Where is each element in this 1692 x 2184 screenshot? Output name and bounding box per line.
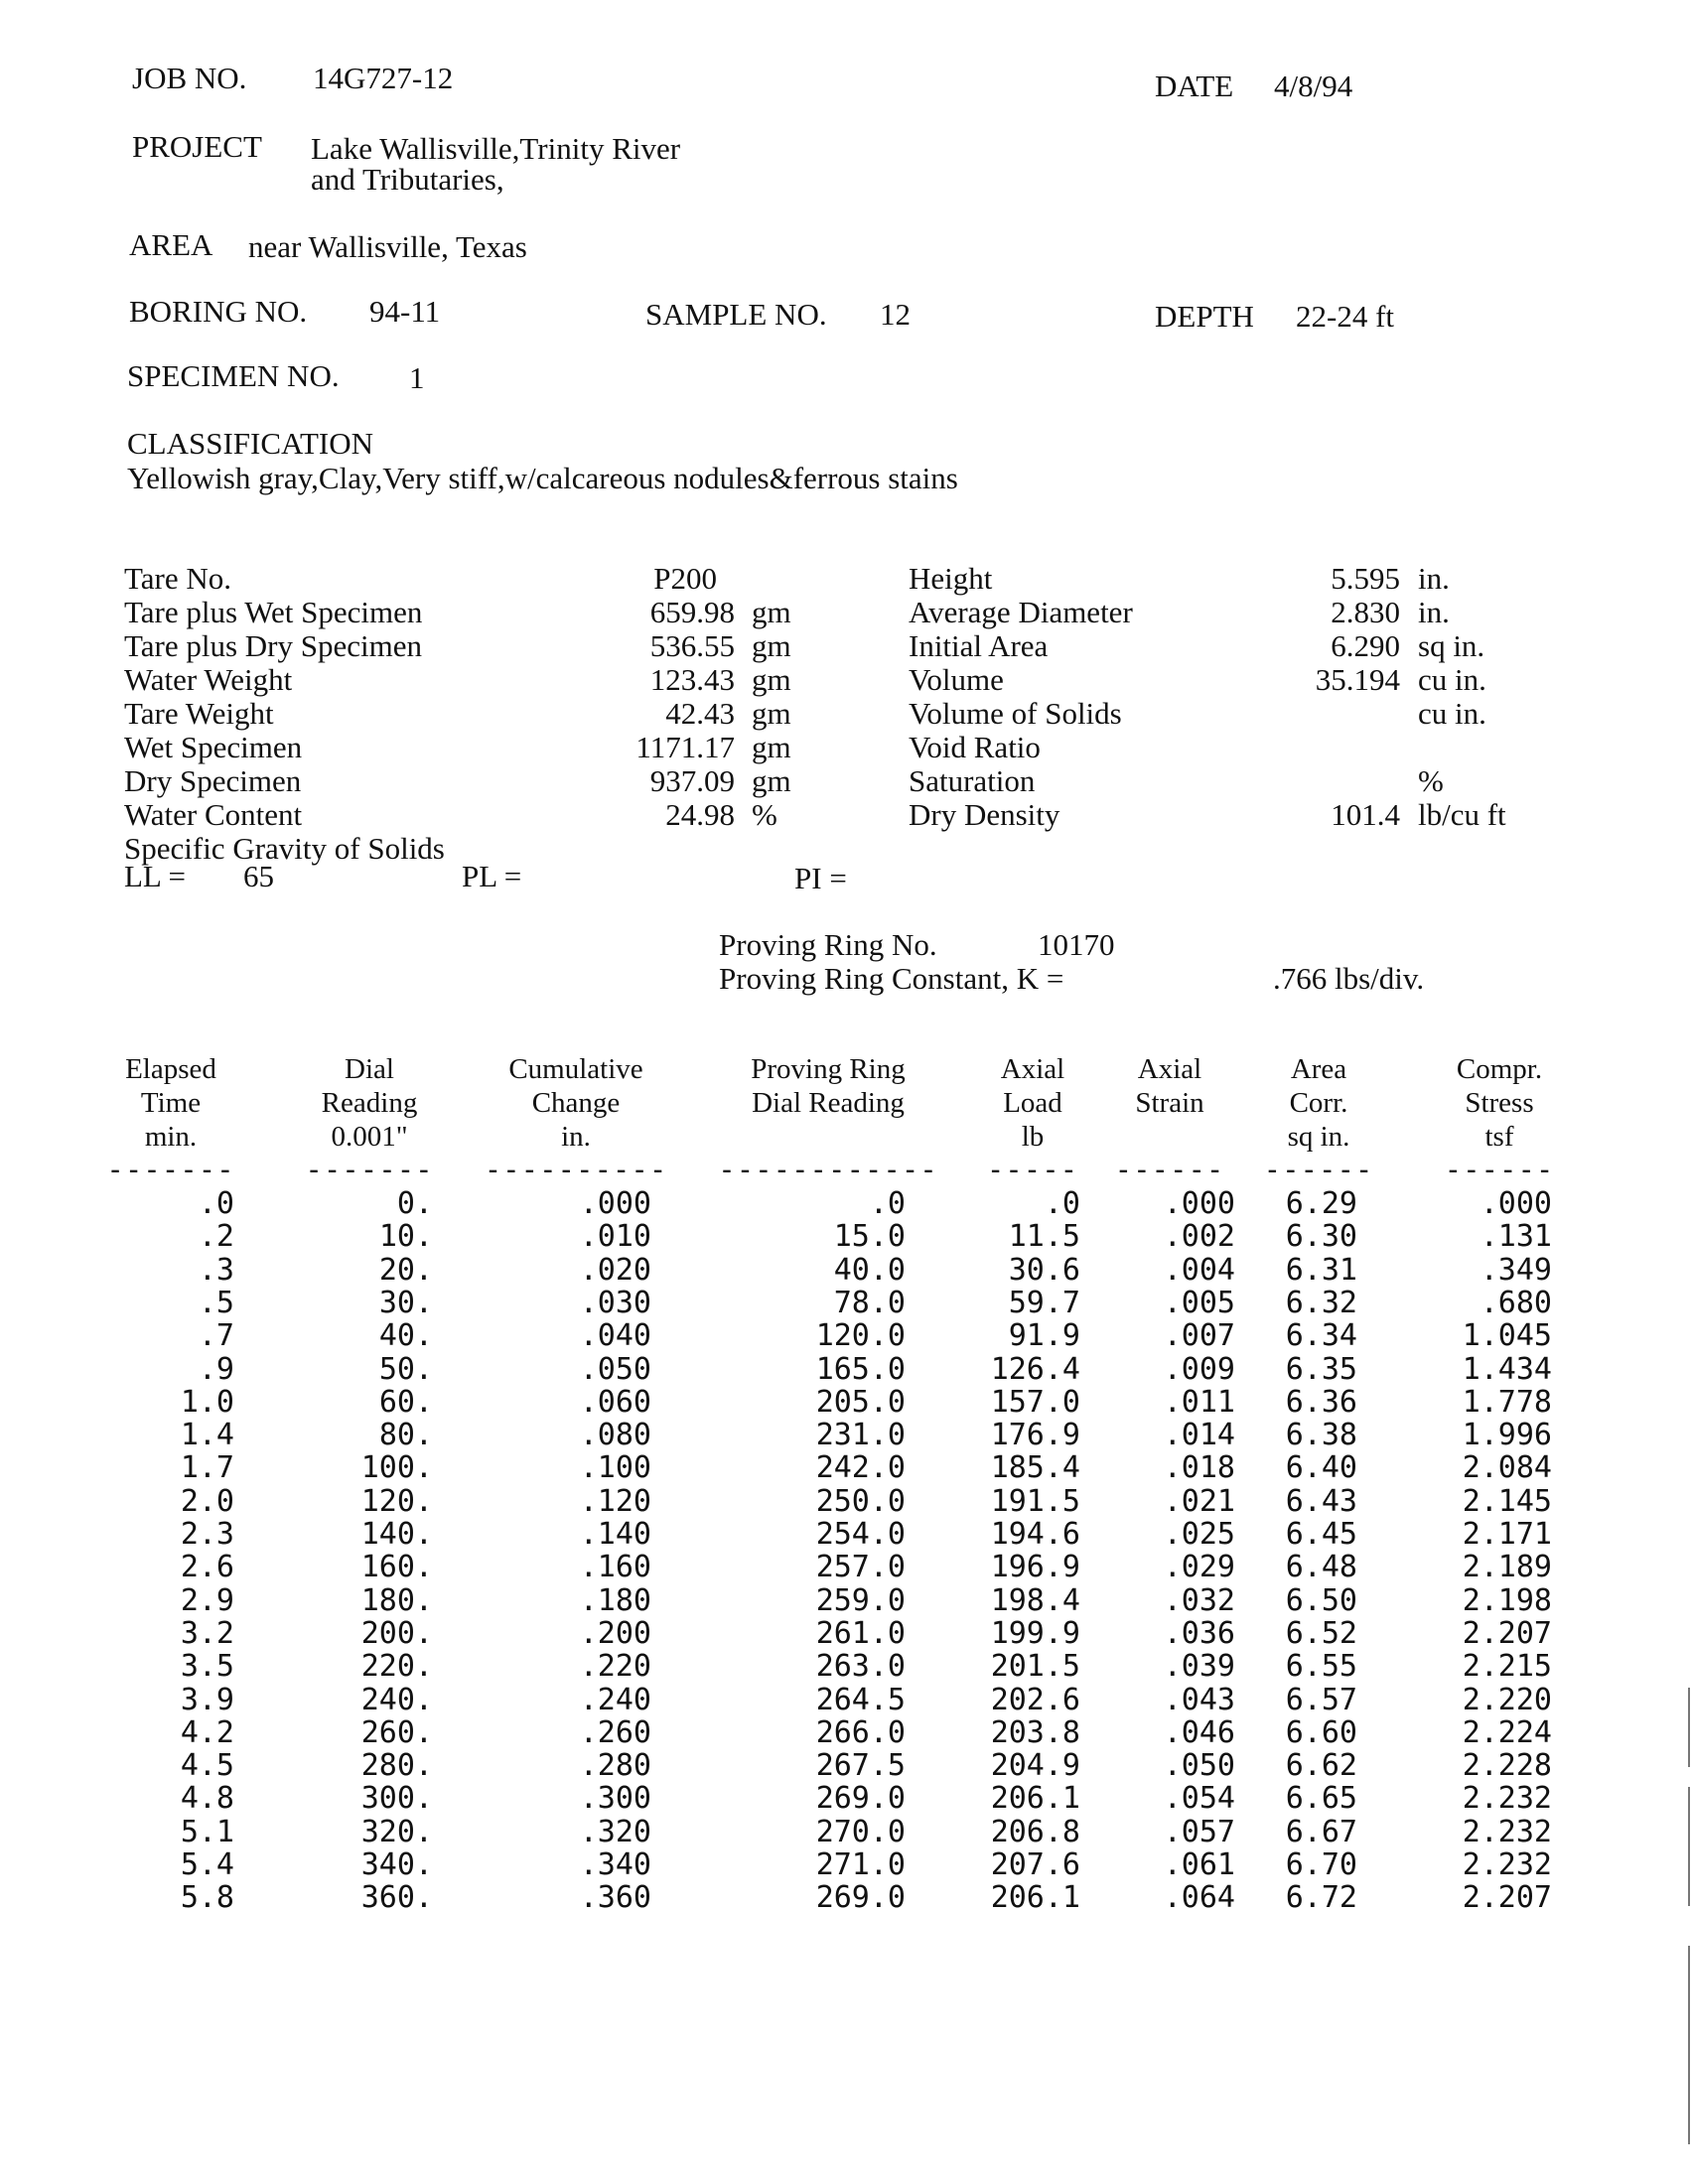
column-divider: ------- bbox=[305, 1153, 434, 1186]
dimension-label: Void Ratio bbox=[909, 730, 1041, 764]
table-cell: .057 bbox=[1163, 1814, 1235, 1849]
table-cell: 2.207 bbox=[1462, 1615, 1552, 1651]
dimension-unit: in. bbox=[1418, 595, 1450, 629]
table-cell: 206.8 bbox=[990, 1814, 1080, 1849]
weight-unit: gm bbox=[752, 662, 791, 697]
table-cell: 196.9 bbox=[990, 1550, 1080, 1585]
column-divider: ------------ bbox=[718, 1153, 938, 1186]
table-cell: .036 bbox=[1163, 1615, 1235, 1651]
dimension-unit: sq in. bbox=[1418, 628, 1485, 663]
table-cell: 120.0 bbox=[815, 1318, 906, 1354]
date-value: 4/8/94 bbox=[1274, 68, 1353, 103]
table-cell: .340 bbox=[579, 1847, 651, 1882]
classification-label: CLASSIFICATION bbox=[127, 426, 374, 461]
table-cell: 4.2 bbox=[180, 1714, 234, 1750]
dimension-unit: lb/cu ft bbox=[1418, 797, 1506, 832]
table-cell: .0 bbox=[1044, 1186, 1080, 1221]
table-cell: .280 bbox=[579, 1748, 651, 1784]
table-cell: 6.55 bbox=[1285, 1649, 1357, 1685]
column-header: Area bbox=[1290, 1053, 1347, 1085]
dimension-value: 6.290 bbox=[1331, 628, 1400, 663]
table-cell: 269.0 bbox=[815, 1781, 906, 1817]
job-no-label: JOB NO. bbox=[132, 61, 247, 95]
table-cell: 260. bbox=[360, 1714, 433, 1750]
pl-label: PL = bbox=[462, 859, 522, 893]
table-cell: 6.48 bbox=[1285, 1550, 1357, 1585]
column-header: Compr. bbox=[1456, 1053, 1543, 1085]
table-cell: 191.5 bbox=[990, 1483, 1080, 1519]
table-cell: 6.67 bbox=[1285, 1814, 1357, 1849]
table-cell: .220 bbox=[579, 1649, 651, 1685]
weight-label: Water Content bbox=[124, 797, 303, 832]
table-cell: 204.9 bbox=[990, 1748, 1080, 1784]
table-cell: .0 bbox=[869, 1186, 906, 1221]
weight-label: Tare No. bbox=[124, 561, 232, 596]
column-header: min. bbox=[144, 1121, 198, 1153]
column-header: Axial bbox=[1137, 1053, 1202, 1085]
column-divider: ------- bbox=[106, 1153, 235, 1186]
column-header: tsf bbox=[1484, 1121, 1514, 1153]
weight-label: Tare plus Dry Specimen bbox=[124, 628, 422, 663]
ll-label: LL = bbox=[124, 859, 186, 893]
column-header: Cumulative bbox=[508, 1053, 643, 1085]
table-cell: 6.57 bbox=[1285, 1682, 1357, 1717]
table-cell: 6.45 bbox=[1285, 1517, 1357, 1552]
weight-label: Tare Weight bbox=[124, 696, 274, 731]
table-cell: 126.4 bbox=[990, 1351, 1080, 1387]
column-divider: ------ bbox=[1263, 1153, 1374, 1186]
table-cell: 80. bbox=[378, 1418, 433, 1453]
table-cell: .180 bbox=[579, 1582, 651, 1618]
table-cell: 231.0 bbox=[815, 1418, 906, 1453]
project-label: PROJECT bbox=[132, 129, 262, 164]
weight-label: Specific Gravity of Solids bbox=[124, 831, 445, 866]
classification-value: Yellowish gray,Clay,Very stiff,w/calcareous nodules&ferrous stains bbox=[127, 461, 958, 495]
dimension-unit: cu in. bbox=[1418, 696, 1486, 731]
table-cell: 263.0 bbox=[815, 1649, 906, 1685]
table-cell: 120. bbox=[360, 1483, 433, 1519]
sample-no-value: 12 bbox=[880, 297, 911, 332]
table-cell: .360 bbox=[579, 1880, 651, 1916]
area-value: near Wallisville, Texas bbox=[248, 229, 527, 264]
table-cell: 198.4 bbox=[990, 1582, 1080, 1618]
table-cell: .200 bbox=[579, 1615, 651, 1651]
column-header: Dial bbox=[345, 1053, 394, 1085]
table-cell: .000 bbox=[1480, 1186, 1552, 1221]
table-cell: .9 bbox=[198, 1351, 234, 1387]
pi-label: PI = bbox=[794, 861, 847, 895]
table-cell: .2 bbox=[198, 1219, 234, 1255]
column-header: Time bbox=[140, 1087, 202, 1119]
table-cell: 6.43 bbox=[1285, 1483, 1357, 1519]
table-cell: 165.0 bbox=[815, 1351, 906, 1387]
table-cell: 40. bbox=[378, 1318, 433, 1354]
table-cell: 176.9 bbox=[990, 1418, 1080, 1453]
table-cell: 1.778 bbox=[1462, 1384, 1552, 1420]
specimen-no-value: 1 bbox=[409, 360, 425, 395]
weight-label: Wet Specimen bbox=[124, 730, 303, 764]
ll-value: 65 bbox=[243, 859, 274, 893]
table-cell: .0 bbox=[198, 1186, 234, 1221]
table-cell: .014 bbox=[1163, 1418, 1235, 1453]
table-cell: 2.215 bbox=[1462, 1649, 1552, 1685]
table-cell: 6.50 bbox=[1285, 1582, 1357, 1618]
table-cell: 206.1 bbox=[990, 1781, 1080, 1817]
table-cell: 1.4 bbox=[180, 1418, 234, 1453]
table-cell: .032 bbox=[1163, 1582, 1235, 1618]
column-header: Dial Reading bbox=[752, 1087, 905, 1119]
column-header: Proving Ring bbox=[751, 1053, 906, 1085]
table-cell: .002 bbox=[1163, 1219, 1235, 1255]
table-cell: 242.0 bbox=[815, 1450, 906, 1486]
table-cell: 264.5 bbox=[815, 1682, 906, 1717]
table-cell: 2.3 bbox=[180, 1517, 234, 1552]
table-cell: .004 bbox=[1163, 1252, 1235, 1288]
table-cell: 2.232 bbox=[1462, 1814, 1552, 1849]
table-cell: 2.084 bbox=[1462, 1450, 1552, 1486]
dimension-label: Volume of Solids bbox=[909, 696, 1122, 731]
table-cell: 254.0 bbox=[815, 1517, 906, 1552]
table-cell: 269.0 bbox=[815, 1880, 906, 1916]
table-cell: 6.30 bbox=[1285, 1219, 1357, 1255]
table-cell: 271.0 bbox=[815, 1847, 906, 1882]
table-cell: .160 bbox=[579, 1550, 651, 1585]
table-cell: 261.0 bbox=[815, 1615, 906, 1651]
depth-label: DEPTH bbox=[1155, 299, 1254, 334]
table-cell: 266.0 bbox=[815, 1714, 906, 1750]
table-cell: .240 bbox=[579, 1682, 651, 1717]
table-cell: 3.2 bbox=[180, 1615, 234, 1651]
table-cell: .050 bbox=[579, 1351, 651, 1387]
column-header: in. bbox=[561, 1121, 591, 1153]
table-cell: 59.7 bbox=[1008, 1285, 1080, 1320]
table-cell: 220. bbox=[360, 1649, 433, 1685]
dimension-value: 35.194 bbox=[1315, 662, 1400, 697]
table-cell: .7 bbox=[198, 1318, 234, 1354]
dimension-unit: cu in. bbox=[1418, 662, 1486, 697]
column-header: Stress bbox=[1465, 1087, 1534, 1119]
table-cell: 205.0 bbox=[815, 1384, 906, 1420]
table-cell: 2.220 bbox=[1462, 1682, 1552, 1717]
table-cell: 6.62 bbox=[1285, 1748, 1357, 1784]
table-cell: 6.36 bbox=[1285, 1384, 1357, 1420]
table-cell: 267.5 bbox=[815, 1748, 906, 1784]
table-cell: 20. bbox=[378, 1252, 433, 1288]
table-cell: .260 bbox=[579, 1714, 651, 1750]
table-cell: 6.52 bbox=[1285, 1615, 1357, 1651]
weight-unit: gm bbox=[752, 628, 791, 663]
boring-no-value: 94-11 bbox=[369, 294, 441, 329]
table-cell: .000 bbox=[1163, 1186, 1235, 1221]
table-cell: 5.4 bbox=[180, 1847, 234, 1882]
table-cell: 2.0 bbox=[180, 1483, 234, 1519]
dimension-unit: in. bbox=[1418, 561, 1450, 596]
column-divider: ------ bbox=[1114, 1153, 1225, 1186]
table-cell: 157.0 bbox=[990, 1384, 1080, 1420]
column-header: 0.001" bbox=[331, 1121, 408, 1153]
table-cell: .300 bbox=[579, 1781, 651, 1817]
table-cell: .320 bbox=[579, 1814, 651, 1849]
table-cell: 3.9 bbox=[180, 1682, 234, 1717]
table-cell: 257.0 bbox=[815, 1550, 906, 1585]
table-cell: 10. bbox=[378, 1219, 433, 1255]
table-cell: 160. bbox=[360, 1550, 433, 1585]
column-divider: ------ bbox=[1444, 1153, 1555, 1186]
specimen-no-label: SPECIMEN NO. bbox=[127, 358, 340, 393]
weight-unit: gm bbox=[752, 696, 791, 731]
table-cell: .120 bbox=[579, 1483, 651, 1519]
table-cell: 1.434 bbox=[1462, 1351, 1552, 1387]
table-cell: 6.35 bbox=[1285, 1351, 1357, 1387]
weight-value: P200 bbox=[653, 561, 717, 596]
table-cell: 250.0 bbox=[815, 1483, 906, 1519]
job-no-value: 14G727-12 bbox=[313, 61, 454, 95]
table-cell: 2.198 bbox=[1462, 1582, 1552, 1618]
table-cell: .060 bbox=[579, 1384, 651, 1420]
weight-value: 659.98 bbox=[649, 595, 735, 629]
scan-edge bbox=[1686, 0, 1692, 2184]
table-cell: 78.0 bbox=[833, 1285, 906, 1320]
table-cell: 270.0 bbox=[815, 1814, 906, 1849]
table-cell: .054 bbox=[1163, 1781, 1235, 1817]
column-header: Corr. bbox=[1289, 1087, 1348, 1119]
table-cell: 202.6 bbox=[990, 1682, 1080, 1717]
table-cell: 2.145 bbox=[1462, 1483, 1552, 1519]
table-cell: 15.0 bbox=[833, 1219, 906, 1255]
table-cell: 6.60 bbox=[1285, 1714, 1357, 1750]
table-cell: 2.224 bbox=[1462, 1714, 1552, 1750]
table-cell: 2.9 bbox=[180, 1582, 234, 1618]
table-cell: 2.228 bbox=[1462, 1748, 1552, 1784]
table-cell: 6.32 bbox=[1285, 1285, 1357, 1320]
area-label: AREA bbox=[129, 227, 213, 262]
table-cell: .5 bbox=[198, 1285, 234, 1320]
table-cell: .680 bbox=[1480, 1285, 1552, 1320]
table-cell: 340. bbox=[360, 1847, 433, 1882]
table-cell: 201.5 bbox=[990, 1649, 1080, 1685]
dimension-label: Height bbox=[909, 561, 993, 596]
table-cell: 6.70 bbox=[1285, 1847, 1357, 1882]
table-cell: 259.0 bbox=[815, 1582, 906, 1618]
table-cell: 4.5 bbox=[180, 1748, 234, 1784]
project-line-1: Lake Wallisville,Trinity River bbox=[311, 131, 681, 166]
weight-value: 42.43 bbox=[665, 696, 735, 731]
table-cell: .046 bbox=[1163, 1714, 1235, 1750]
column-header: Reading bbox=[321, 1087, 418, 1119]
table-cell: 203.8 bbox=[990, 1714, 1080, 1750]
table-cell: 2.6 bbox=[180, 1550, 234, 1585]
table-cell: 1.0 bbox=[180, 1384, 234, 1420]
proving-ring-constant-label: Proving Ring Constant, K = bbox=[719, 961, 1064, 996]
table-cell: 6.40 bbox=[1285, 1450, 1357, 1486]
column-header: Elapsed bbox=[125, 1053, 216, 1085]
table-cell: 1.7 bbox=[180, 1450, 234, 1486]
table-cell: .080 bbox=[579, 1418, 651, 1453]
table-cell: 240. bbox=[360, 1682, 433, 1717]
weight-value: 937.09 bbox=[649, 763, 735, 798]
proving-ring-no-label: Proving Ring No. bbox=[719, 927, 937, 962]
table-cell: 2.189 bbox=[1462, 1550, 1552, 1585]
table-cell: 207.6 bbox=[990, 1847, 1080, 1882]
table-cell: .000 bbox=[579, 1186, 651, 1221]
boring-no-label: BORING NO. bbox=[129, 294, 308, 329]
dimension-label: Average Diameter bbox=[909, 595, 1133, 629]
column-header: sq in. bbox=[1287, 1121, 1350, 1153]
table-cell: .009 bbox=[1163, 1351, 1235, 1387]
dimension-label: Initial Area bbox=[909, 628, 1049, 663]
table-cell: 320. bbox=[360, 1814, 433, 1849]
weight-label: Tare plus Wet Specimen bbox=[124, 595, 423, 629]
table-cell: 300. bbox=[360, 1781, 433, 1817]
date-label: DATE bbox=[1155, 68, 1234, 103]
table-cell: 5.1 bbox=[180, 1814, 234, 1849]
table-cell: 280. bbox=[360, 1748, 433, 1784]
column-header: lb bbox=[1021, 1121, 1045, 1153]
weight-unit: gm bbox=[752, 763, 791, 798]
table-cell: .040 bbox=[579, 1318, 651, 1354]
weight-value: 123.43 bbox=[649, 662, 735, 697]
table-cell: 185.4 bbox=[990, 1450, 1080, 1486]
table-cell: .011 bbox=[1163, 1384, 1235, 1420]
table-cell: 30.6 bbox=[1008, 1252, 1080, 1288]
table-cell: .061 bbox=[1163, 1847, 1235, 1882]
table-cell: 1.045 bbox=[1462, 1318, 1552, 1354]
dimension-value: 5.595 bbox=[1331, 561, 1400, 596]
proving-ring-no-value: 10170 bbox=[1038, 927, 1115, 962]
table-cell: 6.31 bbox=[1285, 1252, 1357, 1288]
table-cell: 2.232 bbox=[1462, 1781, 1552, 1817]
table-cell: 6.34 bbox=[1285, 1318, 1357, 1354]
table-cell: 2.207 bbox=[1462, 1880, 1552, 1916]
table-cell: 199.9 bbox=[990, 1615, 1080, 1651]
table-cell: .025 bbox=[1163, 1517, 1235, 1552]
table-cell: 1.996 bbox=[1462, 1418, 1552, 1453]
table-cell: 6.38 bbox=[1285, 1418, 1357, 1453]
column-header: Strain bbox=[1135, 1087, 1204, 1119]
table-cell: .039 bbox=[1163, 1649, 1235, 1685]
column-header: Load bbox=[1003, 1087, 1062, 1119]
table-cell: .043 bbox=[1163, 1682, 1235, 1717]
dimension-label: Volume bbox=[909, 662, 1004, 697]
table-cell: 11.5 bbox=[1008, 1219, 1080, 1255]
table-cell: .140 bbox=[579, 1517, 651, 1552]
weight-value: 1171.17 bbox=[635, 730, 735, 764]
table-cell: .007 bbox=[1163, 1318, 1235, 1354]
table-cell: 60. bbox=[378, 1384, 433, 1420]
table-cell: 2.232 bbox=[1462, 1847, 1552, 1882]
table-cell: .064 bbox=[1163, 1880, 1235, 1916]
table-cell: 5.8 bbox=[180, 1880, 234, 1916]
column-header: Change bbox=[531, 1087, 621, 1119]
table-cell: 3.5 bbox=[180, 1649, 234, 1685]
table-cell: 4.8 bbox=[180, 1781, 234, 1817]
table-cell: 200. bbox=[360, 1615, 433, 1651]
table-cell: .018 bbox=[1163, 1450, 1235, 1486]
table-cell: 194.6 bbox=[990, 1517, 1080, 1552]
table-cell: 140. bbox=[360, 1517, 433, 1552]
table-cell: .100 bbox=[579, 1450, 651, 1486]
dimension-value: 101.4 bbox=[1331, 797, 1400, 832]
column-divider: ---------- bbox=[484, 1153, 668, 1186]
table-cell: .050 bbox=[1163, 1748, 1235, 1784]
dimension-value: 2.830 bbox=[1331, 595, 1400, 629]
table-cell: .020 bbox=[579, 1252, 651, 1288]
column-header: Axial bbox=[1000, 1053, 1065, 1085]
table-cell: .3 bbox=[198, 1252, 234, 1288]
dimension-label: Dry Density bbox=[909, 797, 1060, 832]
weight-value: 536.55 bbox=[649, 628, 735, 663]
table-cell: 6.29 bbox=[1285, 1186, 1357, 1221]
sample-no-label: SAMPLE NO. bbox=[645, 297, 827, 332]
table-cell: .030 bbox=[579, 1285, 651, 1320]
table-cell: 360. bbox=[360, 1880, 433, 1916]
table-cell: 6.72 bbox=[1285, 1880, 1357, 1916]
dimension-label: Saturation bbox=[909, 763, 1036, 798]
weight-unit: gm bbox=[752, 730, 791, 764]
table-cell: 91.9 bbox=[1008, 1318, 1080, 1354]
weight-label: Dry Specimen bbox=[124, 763, 302, 798]
table-cell: .131 bbox=[1480, 1219, 1552, 1255]
table-cell: .005 bbox=[1163, 1285, 1235, 1320]
table-cell: .010 bbox=[579, 1219, 651, 1255]
depth-value: 22-24 ft bbox=[1296, 299, 1395, 334]
table-cell: .349 bbox=[1480, 1252, 1552, 1288]
table-cell: 30. bbox=[378, 1285, 433, 1320]
column-divider: ----- bbox=[986, 1153, 1079, 1186]
table-cell: .021 bbox=[1163, 1483, 1235, 1519]
table-cell: 2.171 bbox=[1462, 1517, 1552, 1552]
proving-ring-constant-value: .766 lbs/div. bbox=[1273, 961, 1425, 996]
weight-label: Water Weight bbox=[124, 662, 293, 697]
table-cell: 180. bbox=[360, 1582, 433, 1618]
table-cell: 206.1 bbox=[990, 1880, 1080, 1916]
weight-value: 24.98 bbox=[665, 797, 735, 832]
table-cell: 6.65 bbox=[1285, 1781, 1357, 1817]
table-cell: 40.0 bbox=[833, 1252, 906, 1288]
weight-unit: gm bbox=[752, 595, 791, 629]
dimension-unit: % bbox=[1418, 763, 1444, 798]
table-cell: 50. bbox=[378, 1351, 433, 1387]
table-cell: 0. bbox=[396, 1186, 433, 1221]
project-line-2: and Tributaries, bbox=[311, 162, 504, 197]
table-cell: .029 bbox=[1163, 1550, 1235, 1585]
table-cell: 100. bbox=[360, 1450, 433, 1486]
weight-unit: % bbox=[752, 797, 777, 832]
